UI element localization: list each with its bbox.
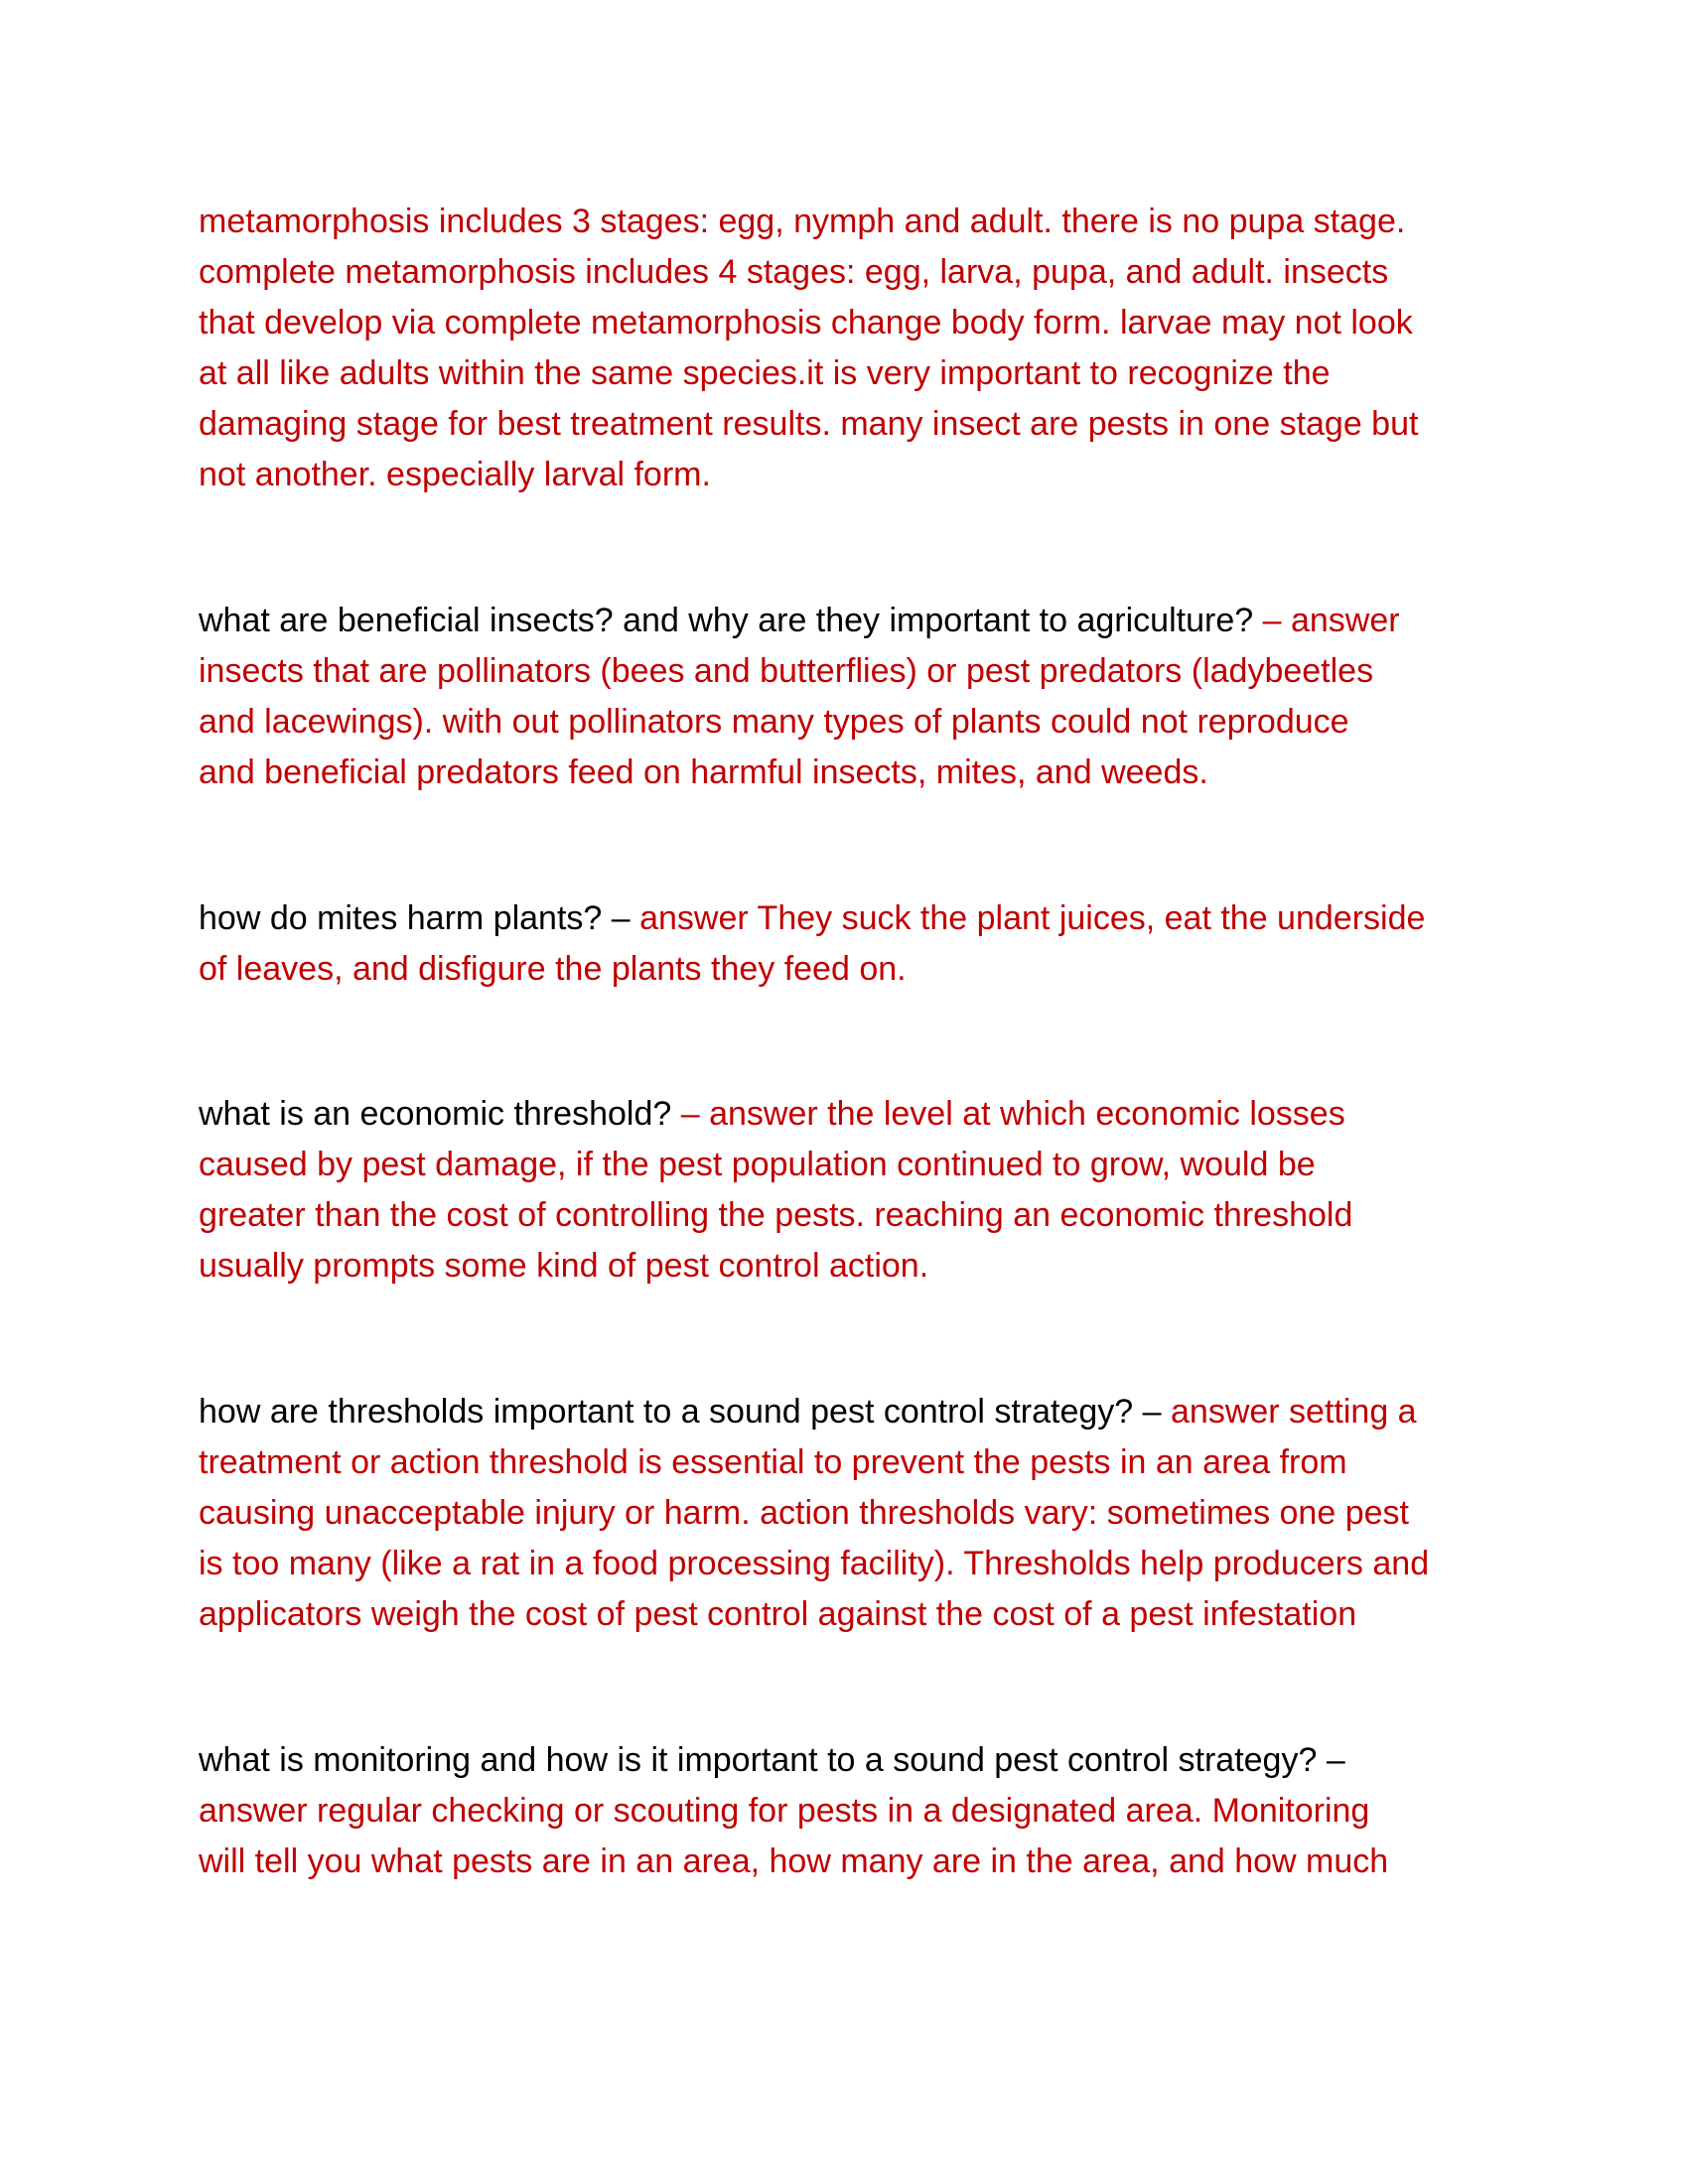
answer-text: causing unacceptable injury or harm. action thresholds vary: sometimes one pest [199, 1494, 1409, 1532]
answer-text: usually prompts some kind of pest control action. [199, 1247, 929, 1285]
text-line [199, 1837, 1509, 1887]
text-line [199, 596, 1509, 646]
answer-text: at all like adults within the same species.it is very important to recognize the [199, 354, 1331, 392]
question-text: what is an economic threshold? [199, 1095, 681, 1133]
text-line [199, 1786, 1509, 1837]
text-line [199, 450, 1509, 500]
paragraph-metamorphosis [199, 197, 1509, 500]
text-line [199, 893, 1509, 944]
text-line [199, 1089, 1509, 1140]
answer-text: insects that are pollinators (bees and butterflies) or pest predators (ladybeetles [199, 652, 1374, 690]
text-line [199, 1241, 1509, 1292]
answer-text: and beneficial predators feed on harmful insects, mites, and weeds. [199, 753, 1208, 791]
answer-text: – answer the level at which economic losses [680, 1095, 1345, 1133]
answer-text: that develop via complete metamorphosis change body form. larvae may not look [199, 304, 1413, 341]
qa-monitoring [199, 1735, 1509, 1887]
answer-text: complete metamorphosis includes 4 stages: egg, larva, pupa, and adult. insects [199, 253, 1389, 291]
text-line [199, 1190, 1509, 1241]
text-line [199, 1539, 1509, 1589]
question-text: what is monitoring and how is it important to a sound pest control strategy? – [199, 1741, 1345, 1779]
text-line [199, 944, 1509, 995]
answer-text: metamorphosis includes 3 stages: egg, nymph and adult. there is no pupa stage. [199, 203, 1406, 240]
answer-text: treatment or action threshold is essential to prevent the pests in an area from [199, 1443, 1347, 1481]
text-line [199, 197, 1509, 247]
text-line [199, 646, 1509, 697]
text-line [199, 1589, 1509, 1640]
qa-beneficial-insects [199, 596, 1509, 798]
text-line [199, 247, 1509, 298]
qa-mites-harm-plants [199, 893, 1509, 995]
answer-text: answer They suck the plant juices, eat the underside [639, 899, 1426, 937]
answer-text: will tell you what pests are in an area, how many are in the area, and how much [199, 1843, 1389, 1880]
question-text: how are thresholds important to a sound pest control strategy? – [199, 1393, 1171, 1431]
text-line [199, 1387, 1509, 1437]
qa-economic-threshold [199, 1089, 1509, 1292]
text-line [199, 1437, 1509, 1488]
text-line [199, 748, 1509, 798]
text-line [199, 1140, 1509, 1190]
answer-text: damaging stage for best treatment results. many insect are pests in one stage but [199, 405, 1419, 443]
text-line [199, 399, 1509, 450]
text-line [199, 298, 1509, 348]
answer-text: caused by pest damage, if the pest population continued to grow, would be [199, 1146, 1316, 1183]
question-text: how do mites harm plants? – [199, 899, 640, 937]
text-line [199, 697, 1509, 748]
question-text: what are beneficial insects? and why are they important to agriculture? [199, 602, 1263, 639]
answer-text: greater than the cost of controlling the pests. reaching an economic threshold [199, 1196, 1353, 1234]
answer-text: applicators weigh the cost of pest control against the cost of a pest infestation [199, 1595, 1357, 1633]
answer-text: and lacewings). with out pollinators many types of plants could not reproduce [199, 703, 1349, 741]
answer-text: – answer [1262, 602, 1400, 639]
qa-thresholds-importance [199, 1387, 1509, 1640]
text-line [199, 1735, 1509, 1786]
answer-text: answer setting a [1171, 1393, 1417, 1431]
text-line [199, 1488, 1509, 1539]
text-line [199, 348, 1509, 399]
answer-text: of leaves, and disfigure the plants they feed on. [199, 950, 907, 988]
answer-text: is too many (like a rat in a food processing facility). Thresholds help producers and [199, 1545, 1430, 1582]
answer-text: not another. especially larval form. [199, 456, 711, 493]
answer-text: answer regular checking or scouting for pests in a designated area. Monitoring [199, 1792, 1370, 1830]
